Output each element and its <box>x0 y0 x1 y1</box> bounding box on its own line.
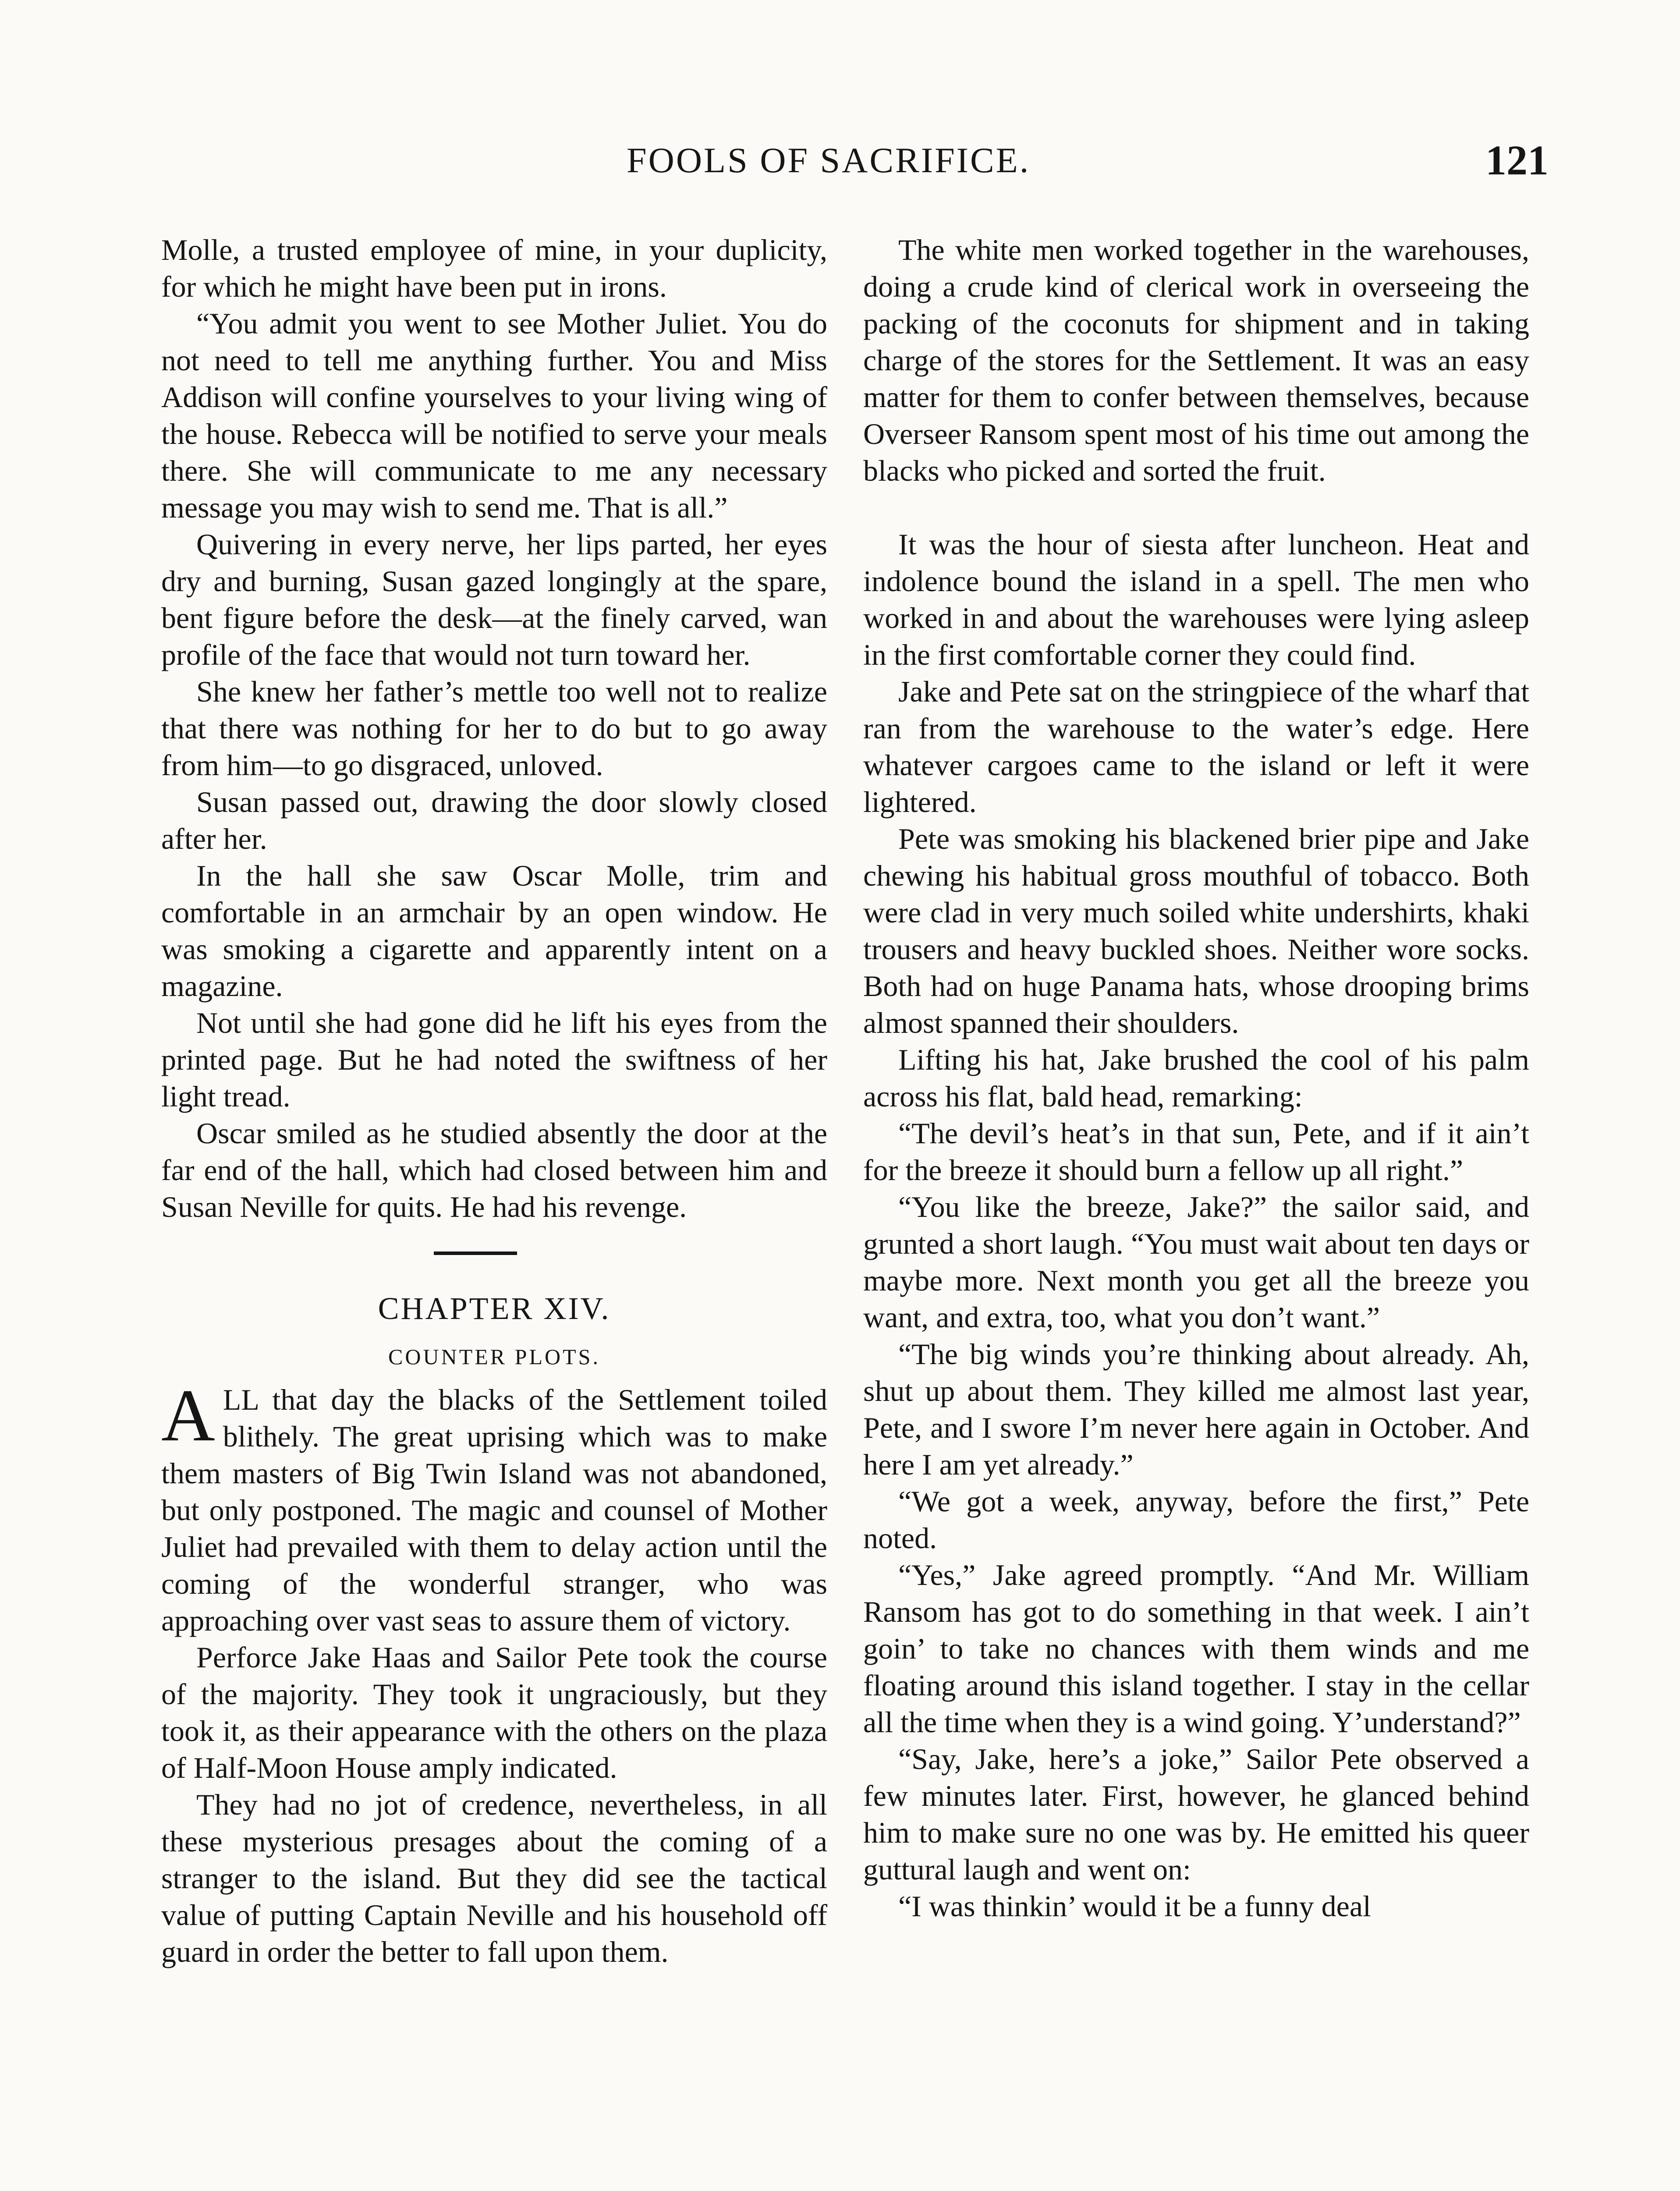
paragraph: “Say, Jake, here’s a joke,” Sailor Pete observed a few minutes later. First, however, he glanced behind him to make sure no one was by. He emitted his queer guttural laugh and went on: <box>863 1742 1529 1886</box>
paragraph: “Yes,” Jake agreed promptly. “And Mr. William Ransom has got to do something in that week. I ain’t goin’ to take no chances with them winds and me floating around this island together. I stay in the cellar all the time when they is a wind going. Y’understand?” <box>863 1558 1529 1739</box>
paragraph: “The devil’s heat’s in that sun, Pete, and if it ain’t for the breeze it should burn a fellow up all right.” <box>863 1117 1529 1187</box>
paragraph: Not until she had gone did he lift his eyes from the printed page. But he had noted the swiftness of her light tread. <box>161 1006 827 1113</box>
paragraph: “The big winds you’re thinking about already. Ah, shut up about them. They killed me almost last year, Pete, and I swore I’m never here again in October. And here I am yet already.” <box>863 1337 1529 1481</box>
paragraph: “You admit you went to see Mother Juliet. You do not need to tell me anything further. You and Miss Addison will confine yourselves to your living wing of the house. Rebecca will be notified to serve your meals there. She will communicate to me any necessary message you may wish to send me. That is all.” <box>161 307 827 524</box>
chapter-opening-text: LL that day the blacks of the Settlement toiled blithely. The great uprising which was to make them masters of Big Twin Island was not abandoned, but only postponed. The magic and counsel of Mother Juliet had prevailed with them to delay action until the coming of the wonderful stranger, who was approaching over vast seas to assure them of victory. <box>161 1383 827 1637</box>
paragraph: Susan passed out, drawing the door slowly closed after her. <box>161 785 827 855</box>
paragraph: Jake and Pete sat on the stringpiece of the wharf that ran from the warehouse to the water’s edge. Here whatever cargoes came to the island or left it were lightered. <box>863 675 1529 819</box>
paragraph: “You like the breeze, Jake?” the sailor said, and grunted a short laugh. “You must wait about ten days or maybe more. Next month you get all the breeze you want, and extra, too, what you don’t want.” <box>863 1190 1529 1334</box>
paragraph: Molle, a trusted employee of mine, in your duplicity, for which he might have been put in irons. <box>161 233 827 303</box>
paragraph: In the hall she saw Oscar Molle, trim and comfortable in an armchair by an open window. He was smoking a cigarette and apparently intent on a magazine. <box>161 859 827 1003</box>
chapter-opening-paragraph <box>161 1374 827 1639</box>
section-break <box>863 489 1529 526</box>
drop-cap: A <box>161 1374 215 1457</box>
paragraph: The white men worked together in the warehouses, doing a crude kind of clerical work in overseeing the packing of the coconuts for shipment and in taking charge of the stores for the Settlement. It was an easy matter for them to confer between themselves, because Overseer Ransom spent most of his time out among the blacks who picked and sorted the fruit. <box>863 233 1529 487</box>
paragraph: Lifting his hat, Jake brushed the cool of his palm across his flat, bald head, remarking: <box>863 1043 1529 1113</box>
divider-rule <box>434 1251 517 1255</box>
page-number: 121 <box>1485 137 1549 184</box>
paragraph: Oscar smiled as he studied absently the door at the far end of the hall, which had closed between him and Susan Neville for quits. He had his revenge. <box>161 1117 827 1223</box>
left-column <box>161 231 827 1970</box>
paragraph: “I was thinkin’ would it be a funny deal <box>898 1890 1371 1923</box>
paragraph: Pete was smoking his blackened brier pipe and Jake chewing his habitual gross mouthful of tobacco. Both were clad in very much soiled white undershirts, khaki trousers and heavy buckled shoes. Neither wore socks. Both had on huge Panama hats, whose drooping brims almost spanned their shoulders. <box>863 822 1529 1039</box>
paragraph: They had no jot of credence, nevertheless, in all these mysterious presages about the coming of a stranger to the island. But they did see the tactical value of putting Captain Neville and his household off guard in order the better to fall upon them. <box>161 1788 827 1968</box>
right-column <box>863 231 1529 1925</box>
section-divider <box>161 1225 827 1278</box>
chapter-title: CHAPTER XIV. <box>378 1291 611 1326</box>
paragraph: It was the hour of siesta after luncheon. Heat and indolence bound the island in a spell. The men who worked in and about the warehouses were lying asleep in the first comfortable corner they could find. <box>863 528 1529 671</box>
paragraph: Perforce Jake Haas and Sailor Pete took the course of the majority. They took it ungraciously, but they took it, as their appearance with the others on the plaza of Half-Moon House amply indicated. <box>161 1641 827 1784</box>
paragraph: Quivering in every nerve, her lips parted, her eyes dry and burning, Susan gazed longingly at the spare, bent figure before the desk—at the finely carved, wan profile of the face that would not turn toward her. <box>161 528 827 671</box>
running-title: FOOLS OF SACRIFICE. <box>627 140 1031 180</box>
paragraph: “We got a week, anyway, before the first,” Pete noted. <box>863 1485 1529 1555</box>
chapter-subtitle: COUNTER PLOTS. <box>388 1344 600 1369</box>
paragraph: She knew her father’s mettle too well not to realize that there was nothing for her to do but to go away from him—to go disgraced, unloved. <box>161 675 827 782</box>
